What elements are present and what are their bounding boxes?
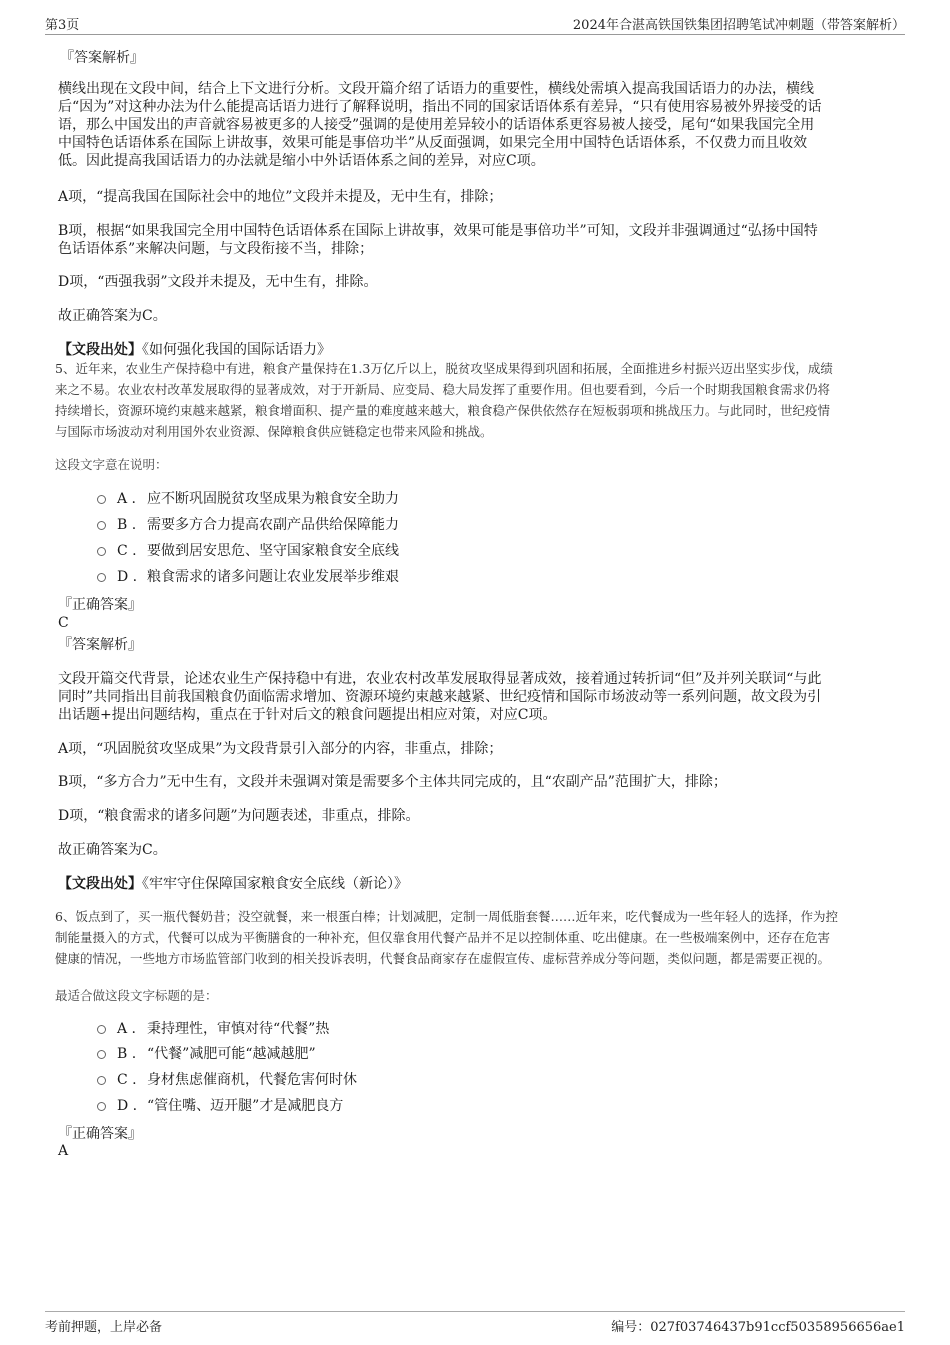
analysis-heading: 『答案解析』 [58, 637, 142, 653]
text-line: 后“因为”对这种办法为什么能提高话语力进行了解释说明，指出不同的国家话语体系有差异，“只有使用容易被外界接受的话 [58, 99, 822, 115]
option-letter: C . [117, 1072, 137, 1088]
radio-icon[interactable] [97, 521, 106, 530]
text-line: 语，那么中国发出的声音就容易被更多的人接受”强调的是使用差异较小的话语体系更容易被人接受，尾句“如果我国完全用 [58, 117, 815, 133]
text-line: 与国际市场波动对利用国外农业资源、保障粮食供应链稳定也带来风险和挑战。 [55, 424, 493, 439]
radio-icon[interactable] [97, 547, 106, 556]
correct-answer-heading: 『正确答案』 [58, 1126, 142, 1142]
page-footer [45, 1311, 905, 1336]
option-d-analysis: D项，“粮食需求的诸多问题”为问题表述，非重点，排除。 [58, 808, 420, 824]
radio-icon[interactable] [97, 1102, 106, 1111]
conclusion: 故正确答案为C。 [58, 842, 167, 858]
text-line: 制能量摄入的方式，代餐可以成为平衡膳食的一种补充，但仅靠食用代餐产品并不足以控制体重、吃出健康。在一些极端案例中，还存在危害 [55, 930, 831, 945]
option-d-analysis: D项，“西强我弱”文段并未提及，无中生有，排除。 [58, 274, 378, 290]
option-letter: D . [117, 569, 138, 585]
question-5-option-d[interactable] [97, 568, 497, 588]
text-line: 出话题+提出问题结构，重点在于针对后文的粮食问题提出相应对策，对应C项。 [58, 707, 557, 723]
text-line: 中国特色话语体系在国际上讲故事，效果可能是事倍功半”从反面强调，如果完全用中国特色话语体系，不仅费力而且收效 [58, 135, 808, 151]
option-text: 要做到居安思危、坚守国家粮食安全底线 [147, 543, 399, 559]
text-line: 持续增长，资源环境约束越来越紧，粮食增面积、提产量的难度越来越大，粮食稳产保供依然存在短板弱项和挑战压力。与此同时，世纪疫情 [55, 403, 831, 418]
text-line: B项，根据“如果我国完全用中国特色话语体系在国际上讲故事，效果可能是事倍功半”可知，文段并非强调通过“弘扬中国特 [58, 223, 818, 239]
question-6-stem [55, 906, 838, 969]
analysis-paragraph [58, 670, 821, 724]
option-letter: B . [117, 1046, 137, 1062]
analysis-heading: 『答案解析』 [60, 50, 144, 66]
source-line [58, 875, 408, 893]
footer-slogan: 考前押题，上岸必备 [45, 1320, 163, 1335]
text-line: 来之不易。农业农村改革发展取得的显著成效，对于开新局、应变局、稳大局发挥了重要作用。但也要看到，今后一个时期我国粮食需求仍将 [55, 382, 831, 397]
question-5-prompt: 这段文字意在说明： [55, 457, 168, 472]
option-letter: C . [117, 543, 137, 559]
text-line: 低。因此提高我国话语力的办法就是缩小中外话语体系之间的差异，对应C项。 [58, 153, 545, 169]
option-a-analysis: A项，“巩固脱贫攻坚成果”为文段背景引入部分的内容，非重点，排除； [58, 741, 503, 757]
option-text: 秉持理性，审慎对待“代餐”热 [147, 1021, 330, 1037]
source-line [58, 341, 331, 359]
option-text: “代餐”减肥可能“越减越肥” [147, 1046, 316, 1062]
page-number: 第3页 [45, 18, 80, 33]
option-text: 应不断巩固脱贫攻坚成果为粮食安全助力 [147, 491, 399, 507]
text-line: 横线出现在文段中间，结合上下文进行分析。文段开篇介绍了话语力的重要性，横线处需填入提高我国话语力的办法，横线 [58, 81, 814, 97]
text-line: 色话语体系”来解决问题，与文段衔接不当，排除； [58, 241, 374, 257]
question-6-option-a[interactable] [97, 1020, 497, 1040]
radio-icon[interactable] [97, 1050, 106, 1059]
question-6-prompt: 最适合做这段文字标题的是： [55, 988, 218, 1003]
correct-answer-heading: 『正确答案』 [58, 597, 142, 613]
option-letter: A . [117, 1021, 137, 1037]
radio-icon[interactable] [97, 1076, 106, 1085]
option-text: 身材焦虑催商机，代餐危害何时休 [147, 1072, 357, 1088]
correct-answer: C [58, 615, 69, 631]
document-code: 编号：027f03746437b91ccf50358956656ae1 [611, 1320, 905, 1335]
analysis-paragraph [58, 80, 821, 170]
option-b-analysis [58, 222, 818, 258]
correct-answer: A [58, 1143, 69, 1159]
document-title: 2024年合湛高铁国铁集团招聘笔试冲刺题（带答案解析） [572, 18, 905, 33]
radio-icon[interactable] [97, 1025, 106, 1034]
question-6-option-b[interactable] [97, 1045, 497, 1065]
option-a-analysis: A项，“提高我国在国际社会中的地位”文段并未提及，无中生有，排除； [58, 189, 503, 205]
option-text: “管住嘴、迈开腿”才是减肥良方 [147, 1098, 344, 1114]
question-6-option-c[interactable] [97, 1071, 497, 1091]
source-title: 《如何强化我国的国际话语力》 [142, 342, 331, 358]
page-header [45, 12, 905, 35]
conclusion: 故正确答案为C。 [58, 308, 167, 324]
question-6-option-d[interactable] [97, 1097, 497, 1117]
source-title: 《牢牢守住保障国家粮食安全底线（新论）》 [142, 876, 408, 892]
source-label: 【文段出处】 [58, 876, 142, 892]
option-text: 需要多方合力提高农副产品供给保障能力 [147, 517, 399, 533]
source-label: 【文段出处】 [58, 342, 142, 358]
question-5-option-c[interactable] [97, 542, 497, 562]
option-b-analysis: B项，“多方合力”无中生有，文段并未强调对策是需要多个主体共同完成的，且“农副产品”范围扩大，排除； [58, 774, 727, 790]
radio-icon[interactable] [97, 495, 106, 504]
text-line: 6、饭点到了，买一瓶代餐奶昔；没空就餐，来一根蛋白棒；计划减肥，定制一周低脂套餐……近年来，吃代餐成为一些年轻人的选择，作为控 [55, 909, 838, 924]
radio-icon[interactable] [97, 573, 106, 582]
option-letter: A . [117, 491, 137, 507]
text-line: 文段开篇交代背景，论述农业生产保持稳中有进，农业农村改革发展取得显著成效，接着通过转折词“但”及并列关联词“与此 [58, 671, 822, 687]
question-5-option-a[interactable] [97, 490, 497, 510]
option-letter: D . [117, 1098, 138, 1114]
option-text: 粮食需求的诸多问题让农业发展举步维艰 [147, 569, 399, 585]
question-5-stem [55, 358, 833, 442]
text-line: 同时”共同指出目前我国粮食仍面临需求增加、资源环境约束越来越紧、世纪疫情和国际市场波动等一系列问题，故文段为引 [58, 689, 822, 705]
option-letter: B . [117, 517, 137, 533]
text-line: 健康的情况，一些地方市场监管部门收到的相关投诉表明，代餐食品商家存在虚假宣传、虚标营养成分等问题，类似问题，都是需要正视的。 [55, 951, 831, 966]
text-line: 5、近年来，农业生产保持稳中有进，粮食产量保持在1.3万亿斤以上，脱贫攻坚成果得到巩固和拓展，全面推进乡村振兴迈出坚实步伐，成绩 [55, 361, 833, 376]
question-5-option-b[interactable] [97, 516, 497, 536]
